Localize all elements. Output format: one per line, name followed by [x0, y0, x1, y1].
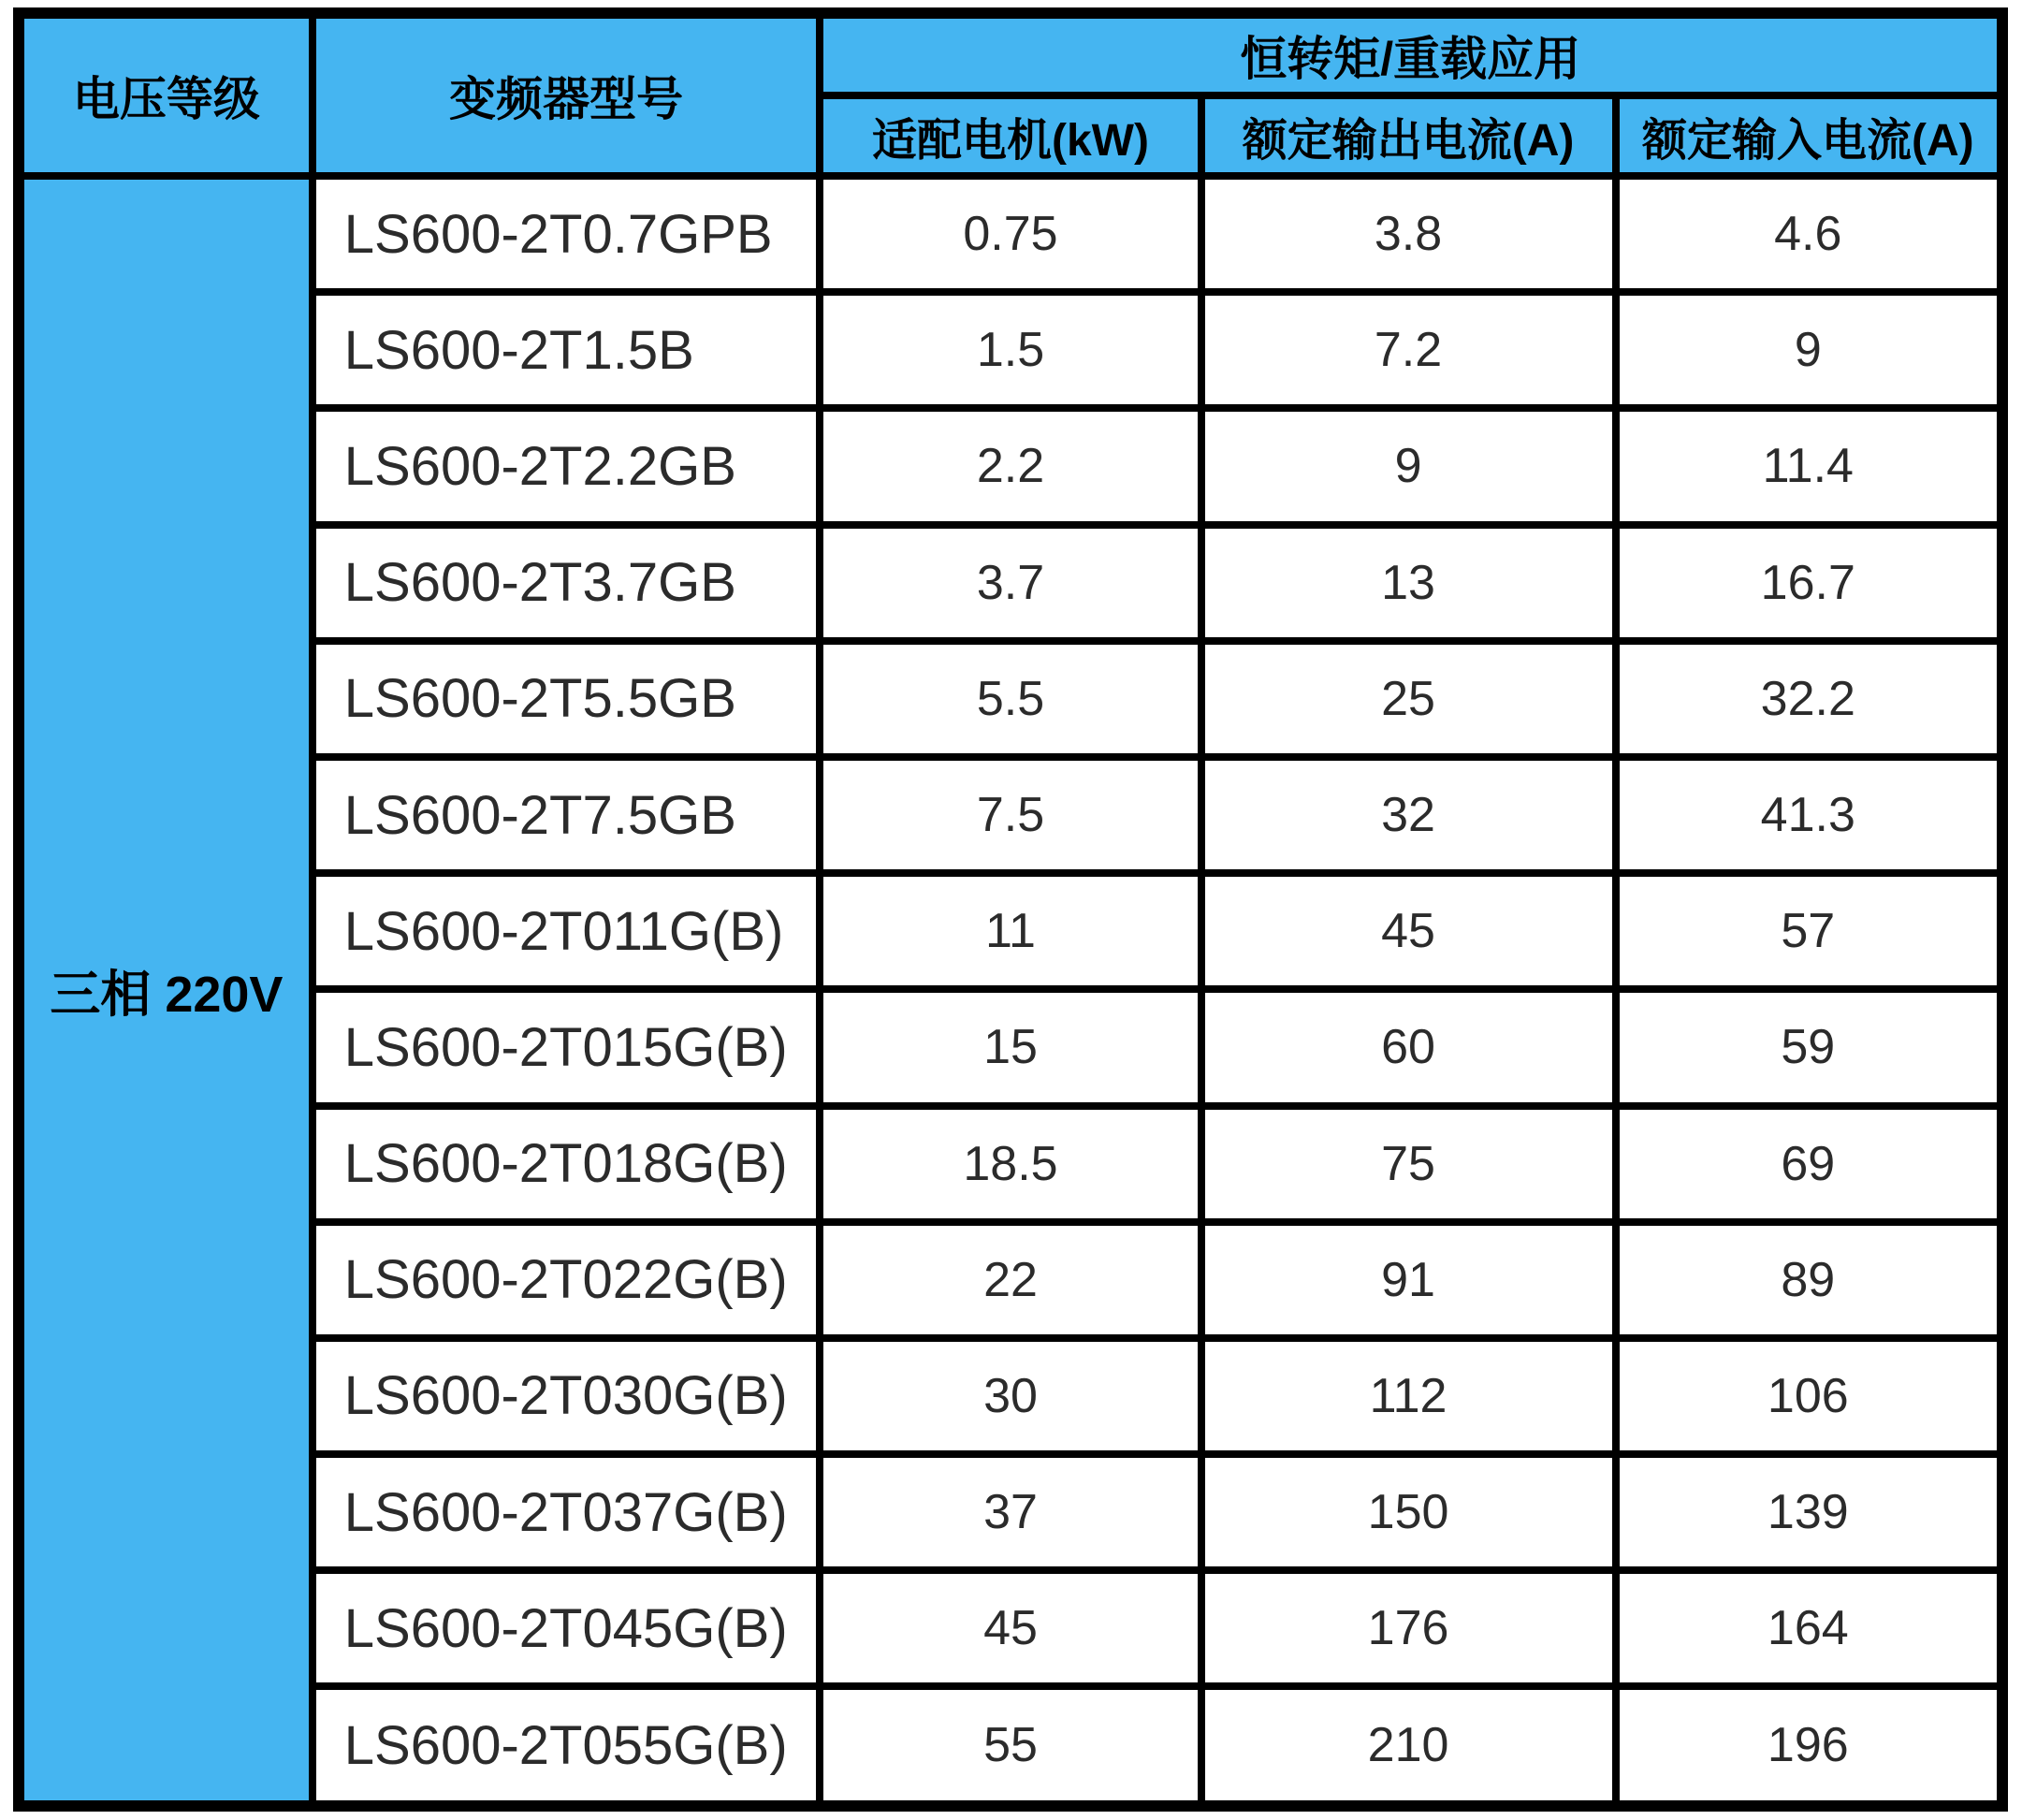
motor-kw-cell: 5.5: [820, 641, 1200, 757]
model-cell: LS600-2T5.5GB: [313, 641, 821, 757]
model-cell: LS600-2T0.7GPB: [313, 176, 821, 292]
table-row: [19, 989, 2002, 1105]
output-current-cell: 9: [1201, 408, 1616, 524]
motor-kw-cell: 0.75: [820, 176, 1200, 292]
table-row: [19, 757, 2002, 873]
motor-kw-cell: 7.5: [820, 757, 1200, 873]
inverter-spec-table: [13, 7, 2008, 1812]
voltage-class-cell: 三相 220V: [19, 176, 313, 1806]
output-current-cell: 75: [1201, 1106, 1616, 1222]
header-input-current: 额定输入电流(A): [1616, 95, 2002, 176]
input-current-cell: 69: [1616, 1106, 2002, 1222]
header-group-constant-torque: 恒转矩/重载应用: [820, 13, 2002, 95]
table-row: [19, 641, 2002, 757]
output-current-cell: 112: [1201, 1338, 1616, 1454]
motor-kw-cell: 37: [820, 1454, 1200, 1570]
model-cell: LS600-2T045G(B): [313, 1570, 821, 1686]
input-current-cell: 196: [1616, 1686, 2002, 1806]
output-current-cell: 150: [1201, 1454, 1616, 1570]
motor-kw-cell: 18.5: [820, 1106, 1200, 1222]
table-row: [19, 1338, 2002, 1454]
model-cell: LS600-2T2.2GB: [313, 408, 821, 524]
output-current-cell: 91: [1201, 1222, 1616, 1338]
output-current-cell: 210: [1201, 1686, 1616, 1806]
output-current-cell: 32: [1201, 757, 1616, 873]
header-row-group: [19, 13, 2002, 95]
table-row: [19, 176, 2002, 292]
motor-kw-cell: 3.7: [820, 525, 1200, 641]
input-current-cell: 59: [1616, 989, 2002, 1105]
model-cell: LS600-2T022G(B): [313, 1222, 821, 1338]
motor-kw-cell: 15: [820, 989, 1200, 1105]
input-current-cell: 16.7: [1616, 525, 2002, 641]
input-current-cell: 57: [1616, 873, 2002, 989]
motor-kw-cell: 30: [820, 1338, 1200, 1454]
model-cell: LS600-2T3.7GB: [313, 525, 821, 641]
table-row: [19, 1222, 2002, 1338]
motor-kw-cell: 45: [820, 1570, 1200, 1686]
output-current-cell: 3.8: [1201, 176, 1616, 292]
table-row: [19, 1106, 2002, 1222]
output-current-cell: 13: [1201, 525, 1616, 641]
table-row: [19, 292, 2002, 408]
table-row: [19, 1686, 2002, 1806]
table-row: [19, 1570, 2002, 1686]
input-current-cell: 11.4: [1616, 408, 2002, 524]
input-current-cell: 106: [1616, 1338, 2002, 1454]
table-row: [19, 525, 2002, 641]
output-current-cell: 7.2: [1201, 292, 1616, 408]
motor-kw-cell: 22: [820, 1222, 1200, 1338]
model-cell: LS600-2T011G(B): [313, 873, 821, 989]
output-current-cell: 176: [1201, 1570, 1616, 1686]
input-current-cell: 139: [1616, 1454, 2002, 1570]
input-current-cell: 164: [1616, 1570, 2002, 1686]
table-header: [19, 13, 2002, 176]
model-cell: LS600-2T7.5GB: [313, 757, 821, 873]
motor-kw-cell: 2.2: [820, 408, 1200, 524]
motor-kw-cell: 11: [820, 873, 1200, 989]
model-cell: LS600-2T055G(B): [313, 1686, 821, 1806]
table-row: [19, 408, 2002, 524]
header-motor-kw: 适配电机(kW): [820, 95, 1200, 176]
output-current-cell: 25: [1201, 641, 1616, 757]
table-row: [19, 873, 2002, 989]
output-current-cell: 45: [1201, 873, 1616, 989]
input-current-cell: 9: [1616, 292, 2002, 408]
model-cell: LS600-2T1.5B: [313, 292, 821, 408]
motor-kw-cell: 55: [820, 1686, 1200, 1806]
header-model: 变频器型号: [313, 13, 821, 176]
input-current-cell: 89: [1616, 1222, 2002, 1338]
header-voltage-level: 电压等级: [19, 13, 313, 176]
motor-kw-cell: 1.5: [820, 292, 1200, 408]
model-cell: LS600-2T015G(B): [313, 989, 821, 1105]
output-current-cell: 60: [1201, 989, 1616, 1105]
table-row: [19, 1454, 2002, 1570]
model-cell: LS600-2T030G(B): [313, 1338, 821, 1454]
header-output-current: 额定输出电流(A): [1201, 95, 1616, 176]
model-cell: LS600-2T018G(B): [313, 1106, 821, 1222]
input-current-cell: 32.2: [1616, 641, 2002, 757]
input-current-cell: 4.6: [1616, 176, 2002, 292]
table-body: [19, 176, 2002, 1806]
model-cell: LS600-2T037G(B): [313, 1454, 821, 1570]
input-current-cell: 41.3: [1616, 757, 2002, 873]
